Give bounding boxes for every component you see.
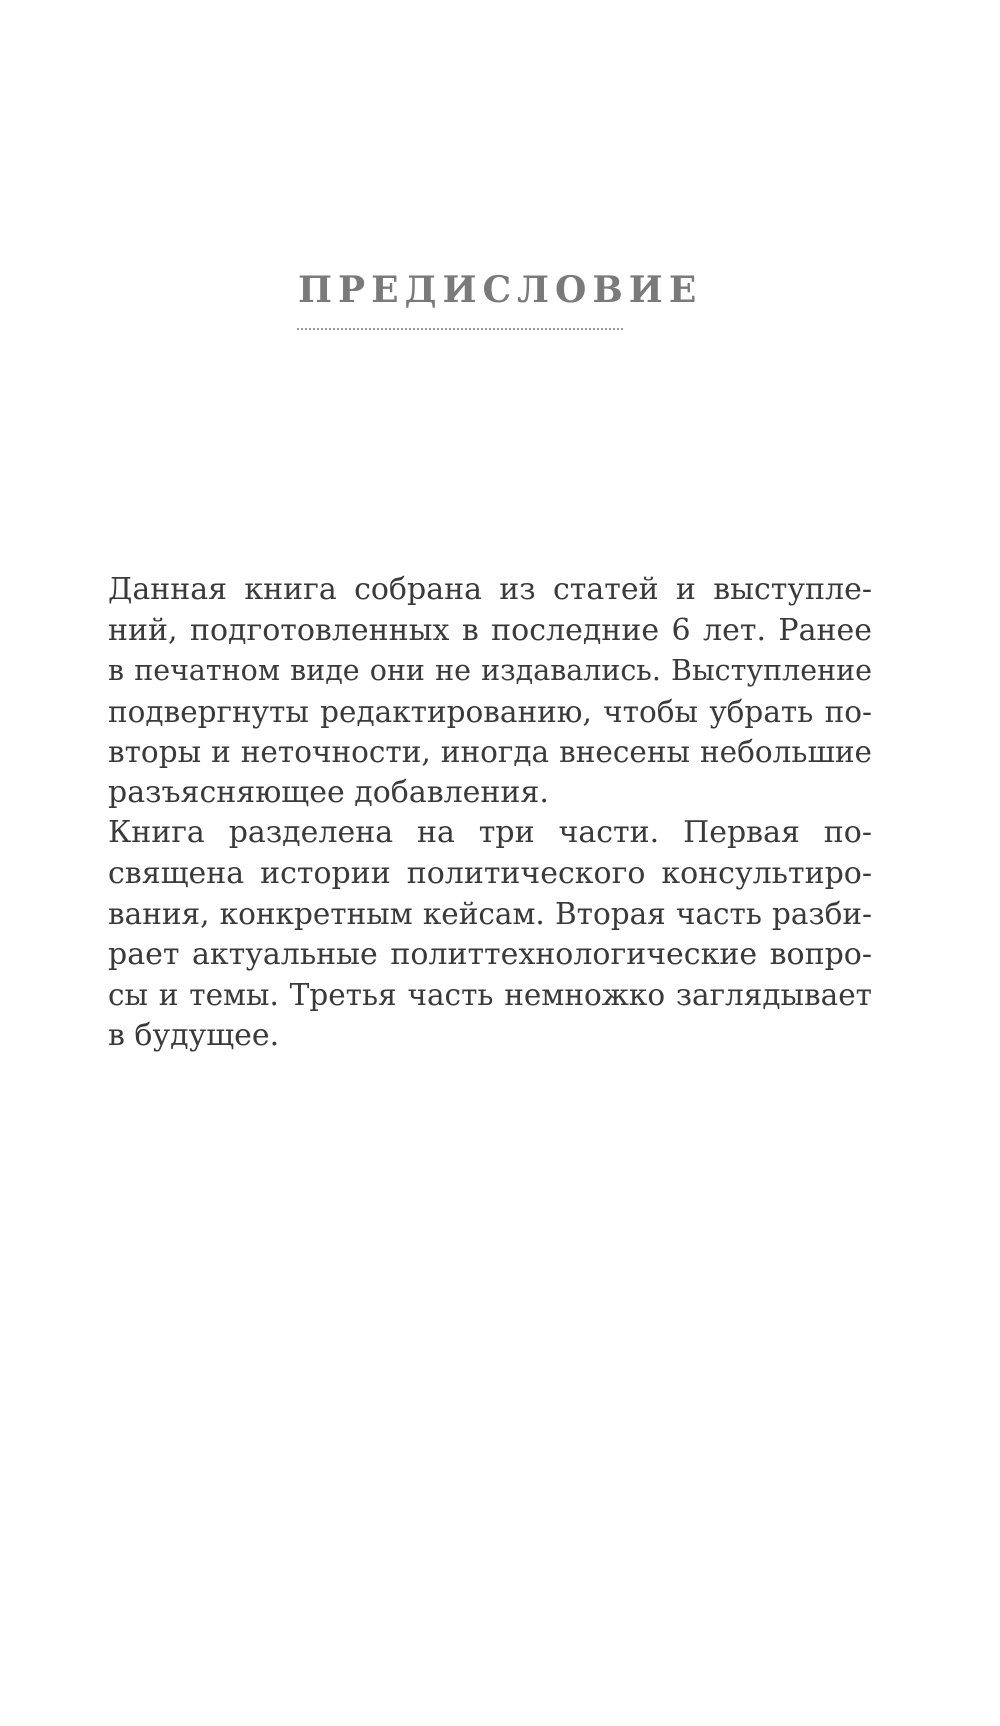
page-title: ПРЕДИСЛОВИЕ <box>298 269 703 311</box>
text-line: подвергнуты редактированию, чтобы убрать по- <box>108 694 872 729</box>
paragraph-2 <box>108 813 872 1056</box>
text-line: вторы и неточности, иногда внесены небольшие <box>108 735 872 769</box>
text-line: Книга разделена на три части. Первая по- <box>108 815 872 850</box>
text-line: Данная книга собрана из статей и выступле- <box>108 572 872 607</box>
text-line: ний, подготовленных в последние 6 лет. Ранее <box>108 612 872 648</box>
text-line: в будущее. <box>108 1017 280 1053</box>
text-line: рает актуальные политтехнологические вопро- <box>108 936 872 972</box>
text-line: вания, конкретным кейсам. Вторая часть разби- <box>108 897 872 931</box>
paragraph-1 <box>108 570 872 813</box>
text-line: сы и темы. Третья часть немножко заглядывает <box>108 978 872 1012</box>
preface-body <box>108 570 872 1056</box>
text-line: разъясняющее добавления. <box>108 774 549 810</box>
text-line: в печатном виде они не издавались. Выступление <box>108 654 872 687</box>
title-underline <box>297 328 623 330</box>
text-line: священа истории политического консультиро- <box>108 855 872 891</box>
